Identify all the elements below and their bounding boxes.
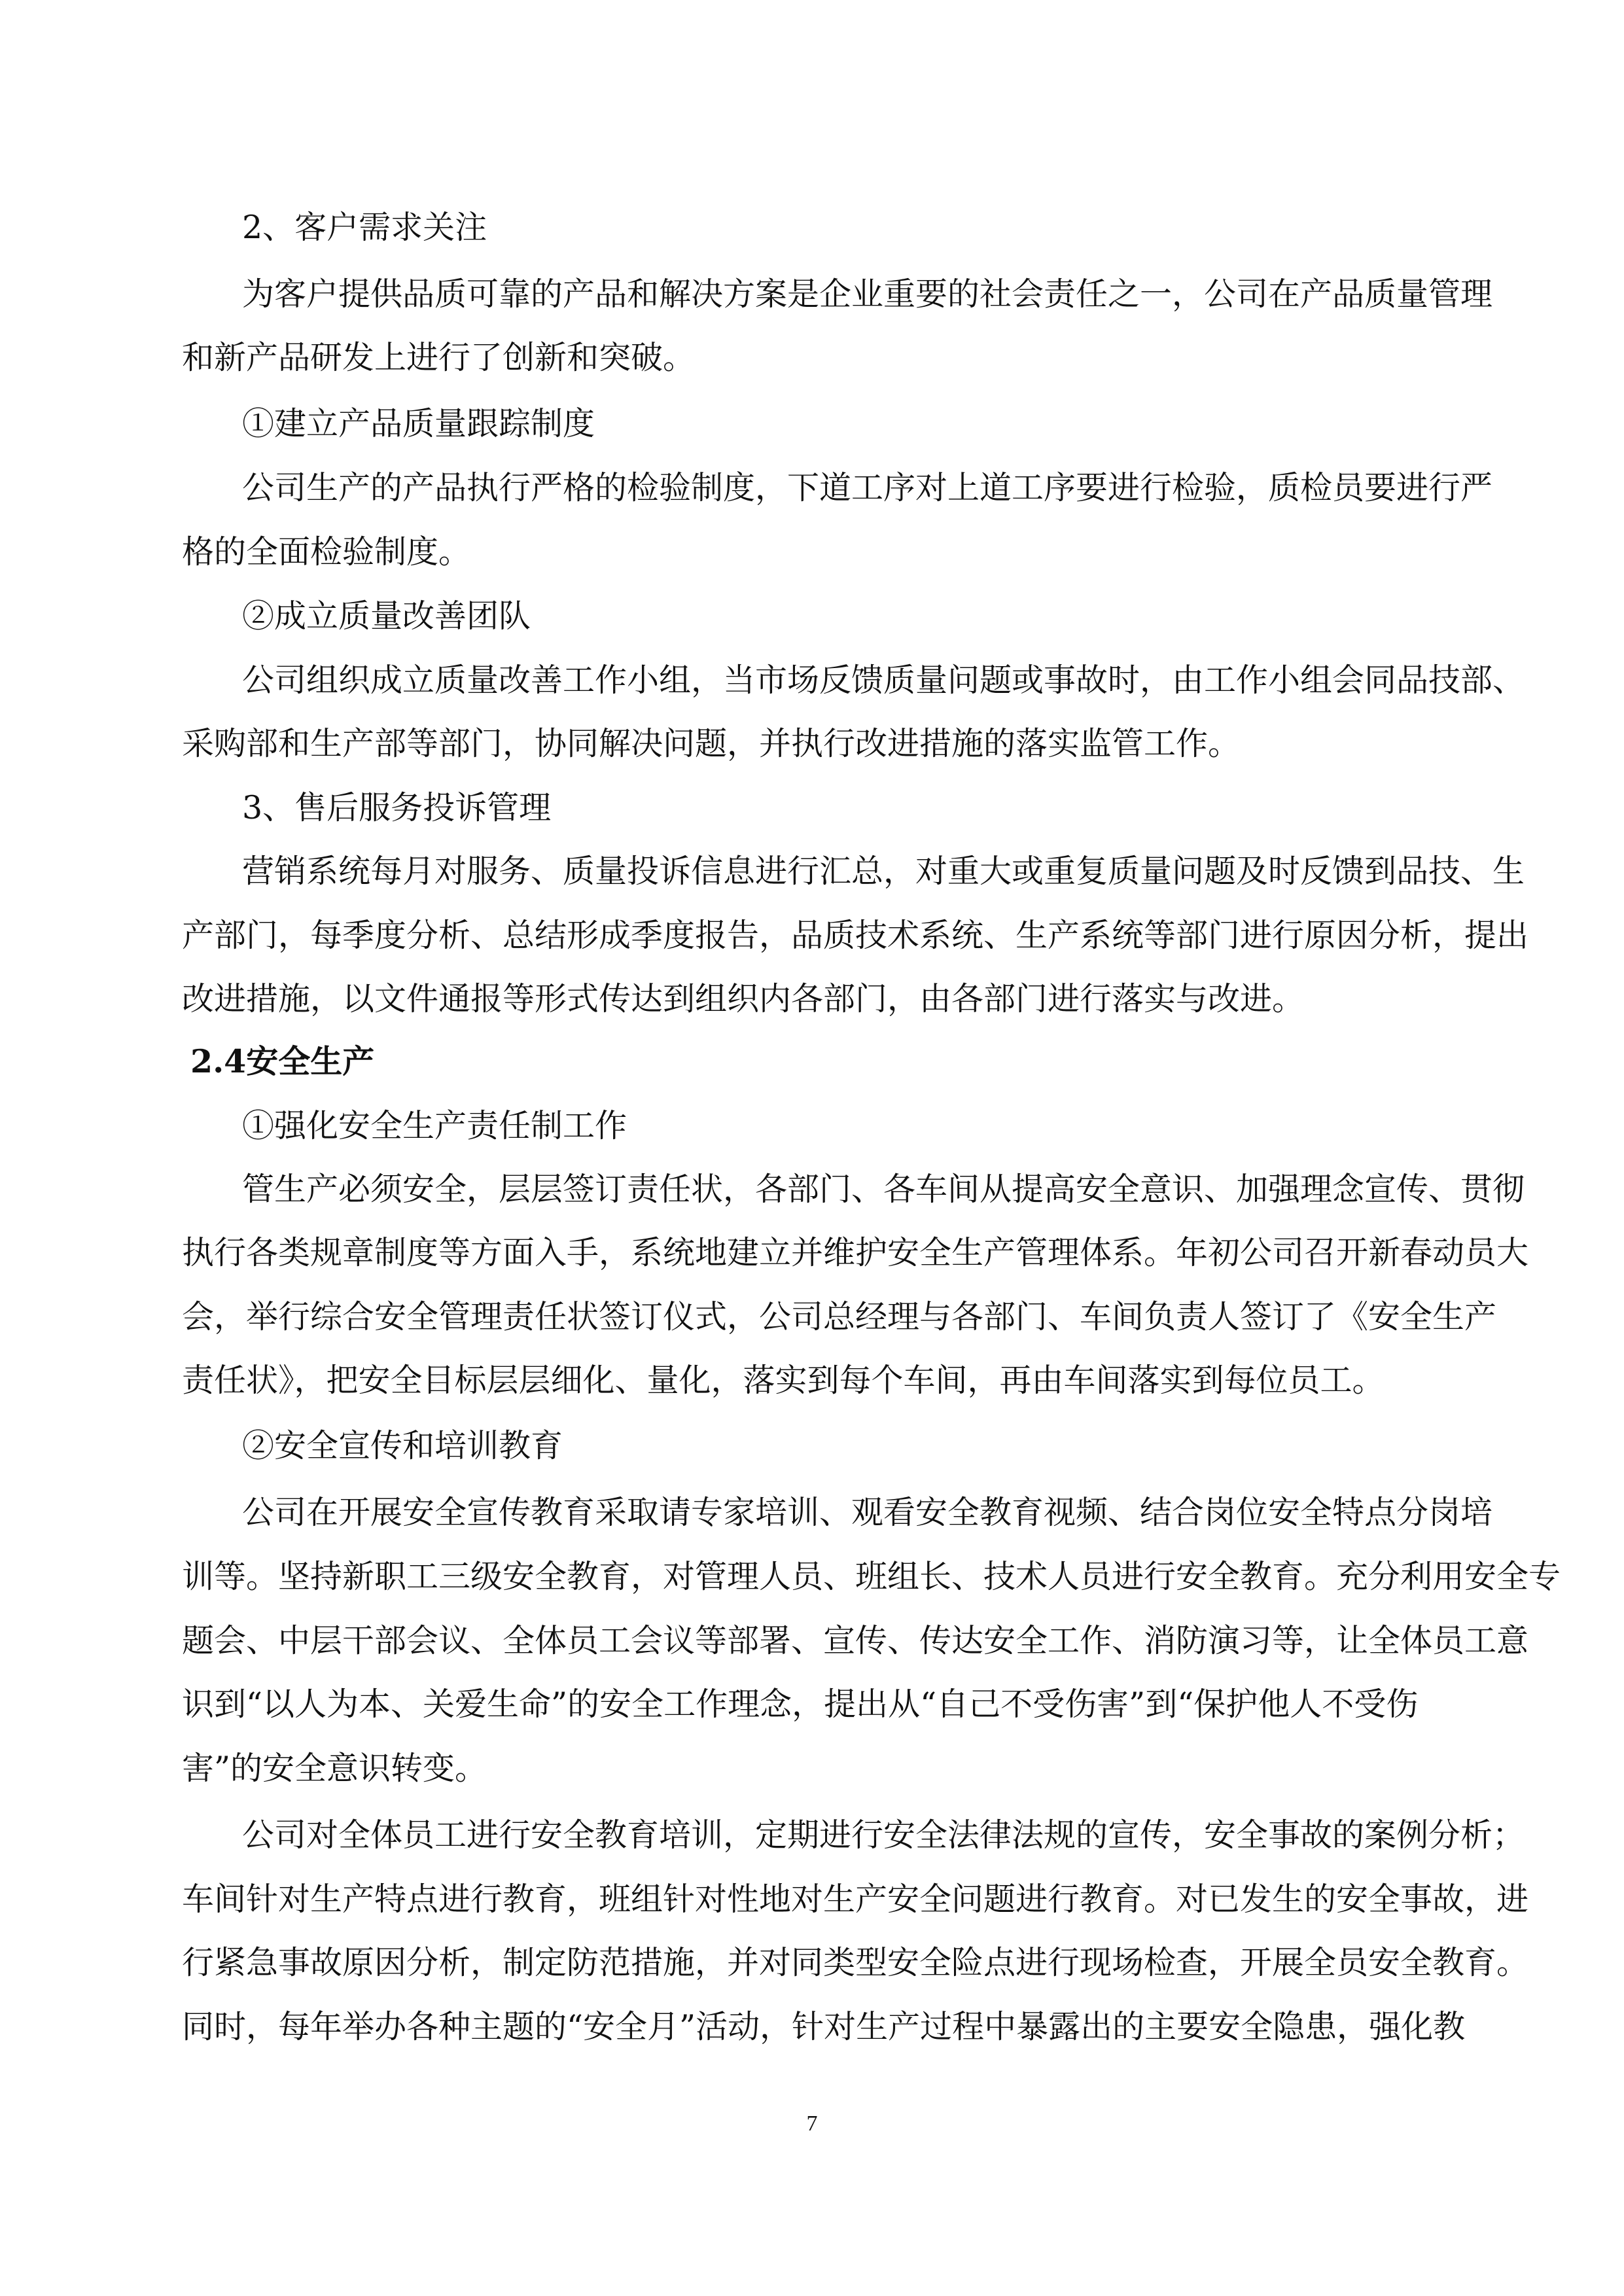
paragraph-line: 责任状》，把安全目标层层细化、量化，落实到每个车间，再由车间落实到每位员工。: [182, 1362, 1385, 1399]
paragraph-line: 会，举行综合安全管理责任状签订仪式，公司总经理与各部门、车间负责人签订了《安全生产: [182, 1298, 1497, 1335]
paragraph-line: 公司在开展安全宣传教育采取请专家培训、观看安全教育视频、结合岗位安全特点分岗培: [242, 1494, 1493, 1531]
paragraph-line: 识到“以人为本、关爱生命”的安全工作理念，提出从“自己不受伤害”到“保护他人不受伤: [182, 1686, 1419, 1723]
subheading-safety-responsibility: ①强化安全生产责任制工作: [242, 1107, 627, 1144]
subheading-quality-team: ②成立质量改善团队: [242, 597, 531, 635]
section-heading: 2.4安全生产: [190, 1042, 375, 1080]
paragraph-line: 公司对全体员工进行安全教育培训，定期进行安全法律法规的宣传，安全事故的案例分析；: [242, 1816, 1525, 1854]
paragraph-line: 害”的安全意识转变。: [182, 1750, 487, 1787]
subheading-after-sales: 3、售后服务投诉管理: [242, 789, 552, 826]
paragraph-line: 改进措施，以文件通报等形式传达到组织内各部门，由各部门进行落实与改进。: [182, 980, 1305, 1017]
paragraph-line: 公司组织成立质量改善工作小组，当市场反馈质量问题或事故时，由工作小组会同品技部、: [242, 662, 1525, 699]
paragraph-line: 营销系统每月对服务、质量投诉信息进行汇总，对重大或重复质量问题及时反馈到品技、生: [242, 853, 1525, 890]
paragraph-line: 车间针对生产特点进行教育，班组针对性地对生产安全问题进行教育。对已发生的安全事故，进: [182, 1881, 1529, 1918]
paragraph-line: 训等。坚持新职工三级安全教育，对管理人员、班组长、技术人员进行安全教育。充分利用安全专: [182, 1558, 1561, 1595]
paragraph-line: 公司生产的产品执行严格的检验制度，下道工序对上道工序要进行检验，质检员要进行严: [242, 469, 1493, 506]
paragraph-line: 执行各类规章制度等方面入手，系统地建立并维护安全生产管理体系。年初公司召开新春动员大: [182, 1234, 1529, 1271]
paragraph-line: 题会、中层干部会议、全体员工会议等部署、宣传、传达安全工作、消防演习等，让全体员工意: [182, 1622, 1529, 1659]
paragraph-line: 格的全面检验制度。: [182, 533, 471, 571]
paragraph-line: 行紧急事故原因分析，制定防范措施，并对同类型安全险点进行现场检查，开展全员安全教育。: [182, 1944, 1529, 1981]
paragraph-line: 为客户提供品质可靠的产品和解决方案是企业重要的社会责任之一，公司在产品质量管理: [242, 275, 1493, 313]
paragraph-line: 和新产品研发上进行了创新和突破。: [182, 339, 696, 376]
paragraph-line: 产部门，每季度分析、总结形成季度报告，品质技术系统、生产系统等部门进行原因分析，提出: [182, 917, 1529, 954]
page-number: 7: [806, 2111, 818, 2136]
subheading-customer-needs: 2、客户需求关注: [242, 209, 487, 246]
paragraph-line: 采购部和生产部等部门，协同解决问题，并执行改进措施的落实监管工作。: [182, 725, 1241, 762]
subheading-quality-tracking: ①建立产品质量跟踪制度: [242, 405, 595, 442]
subheading-safety-training: ②安全宣传和培训教育: [242, 1427, 563, 1464]
paragraph-line: 同时，每年举办各种主题的“安全月”活动，针对生产过程中暴露出的主要安全隐患，强化教: [182, 2008, 1466, 2045]
paragraph-line: 管生产必须安全，层层签订责任状，各部门、各车间从提高安全意识、加强理念宣传、贯彻: [242, 1171, 1525, 1208]
